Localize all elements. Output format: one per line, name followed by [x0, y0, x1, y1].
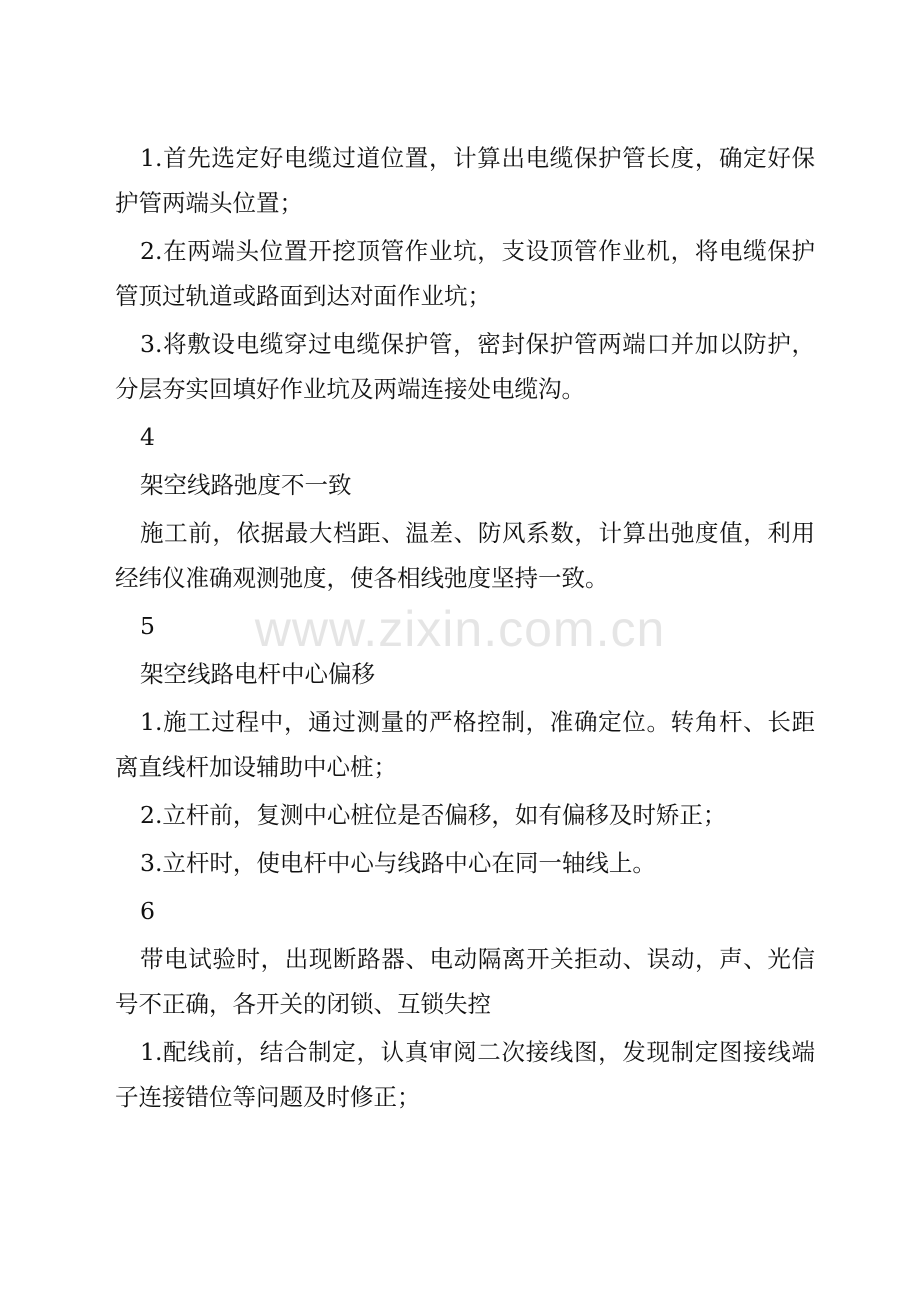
section-5-step-3: 3.立杆时，使电杆中心与线路中心在同一轴线上。: [140, 849, 656, 877]
paragraph-step-2: 2.在两端头位置开挖顶管作业坑，支设顶管作业机，将电缆保护管顶过轨道或路面到达对面作业坑；: [115, 237, 815, 310]
document-body: [115, 136, 815, 1120]
section-title-5: 架空线路电杆中心偏移: [140, 660, 375, 688]
section-title-4: 架空线路弛度不一致: [140, 471, 352, 499]
section-number-4: 4: [140, 423, 155, 451]
section-5-step-1: 1.施工过程中，通过测量的严格控制，准确定位。转角杆、长距离直线杆加设辅助中心桩；: [115, 708, 815, 781]
section-title-6: 带电试验时，出现断路器、电动隔离开关拒动、误动，声、光信号不正确，各开关的闭锁、互锁失控: [115, 945, 815, 1018]
section-number-5: 5: [140, 612, 155, 640]
watermark: www.zixin.com.cn: [254, 601, 666, 657]
section-5-step-2: 2.立杆前，复测中心桩位是否偏移，如有偏移及时矫正；: [140, 801, 727, 829]
paragraph-step-1: 1.首先选定好电缆过道位置，计算出电缆保护管长度，确定好保护管两端头位置；: [115, 144, 815, 217]
section-6-step-1: 1.配线前，结合制定，认真审阅二次接线图，发现制定图接线端子连接错位等问题及时修正；: [115, 1038, 815, 1111]
section-body-4: 施工前，依据最大档距、温差、防风系数，计算出弛度值，利用经纬仪准确观测弛度，使各相线弛度坚持一致。: [115, 519, 815, 592]
section-number-6: 6: [140, 897, 155, 925]
paragraph-step-3: 3.将敷设电缆穿过电缆保护管，密封保护管两端口并加以防护，分层夯实回填好作业坑及两端连接处电缆沟。: [115, 330, 815, 403]
